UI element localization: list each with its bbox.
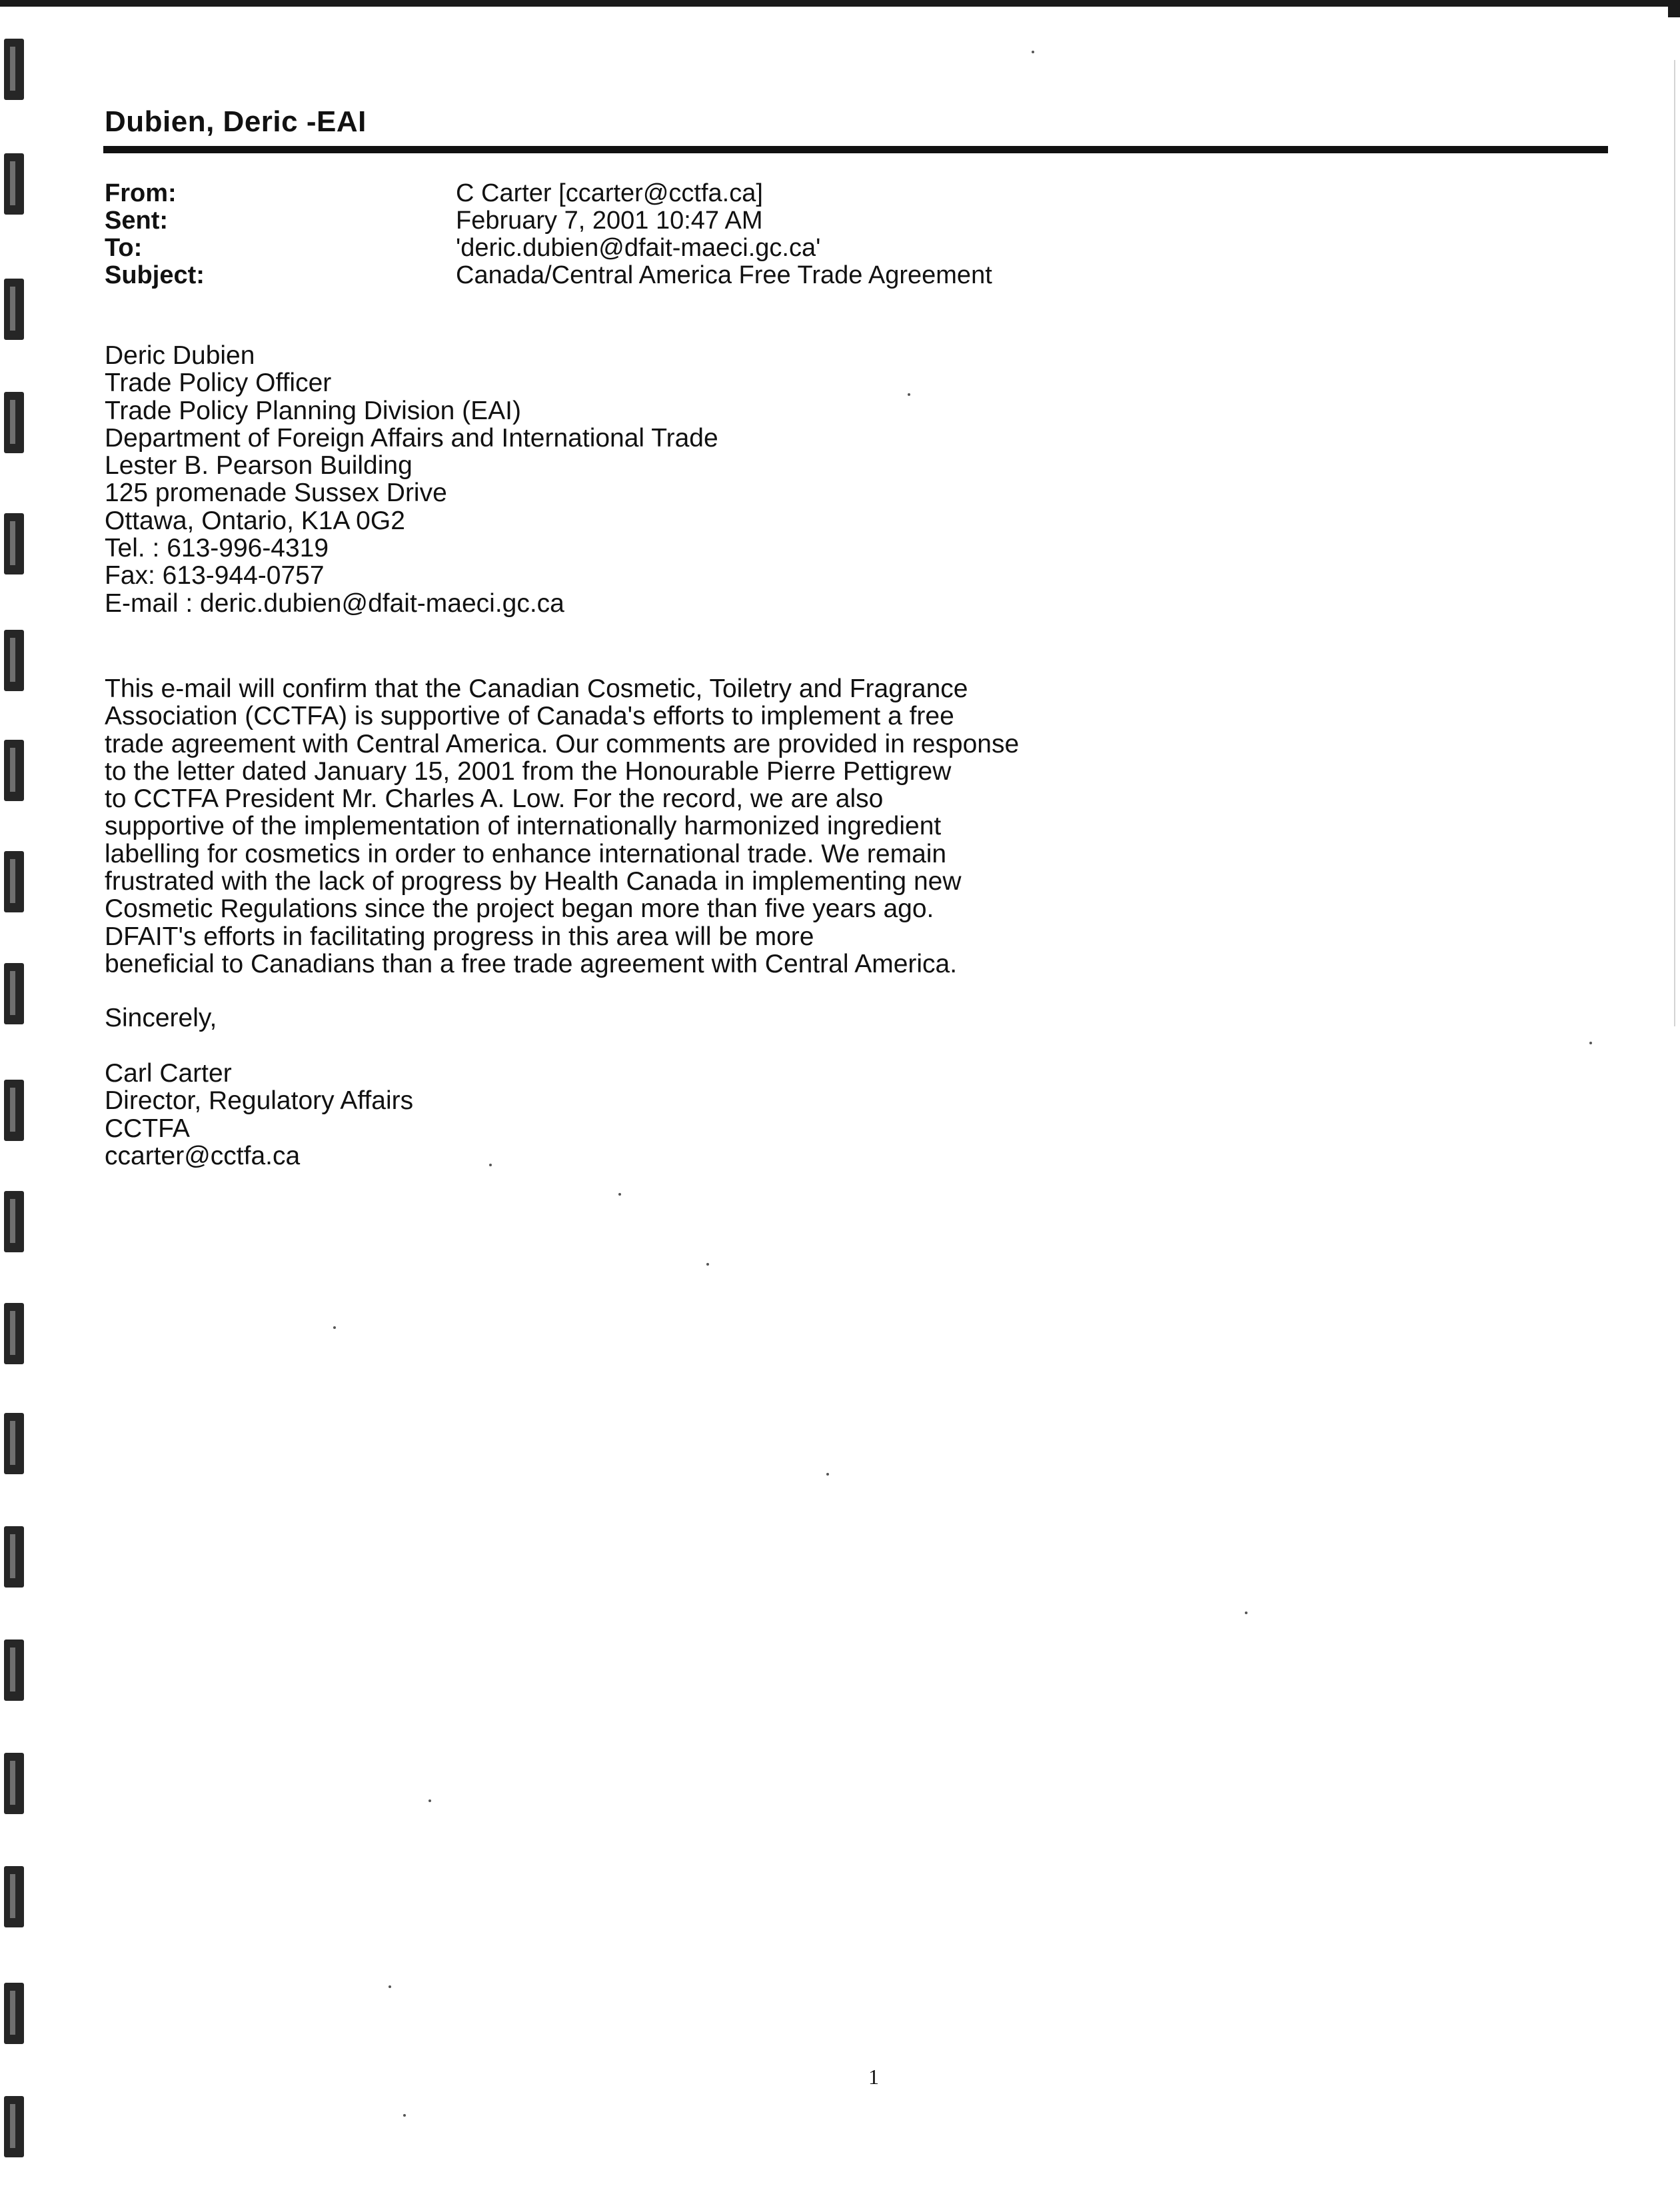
scan-speck <box>706 1263 709 1266</box>
meta-value: C Carter [ccarter@cctfa.ca] <box>456 179 763 207</box>
body-line: This e-mail will confirm that the Canadian Cosmetic, Toiletry and Fragrance <box>105 674 968 703</box>
punch-hole-mark <box>4 740 24 801</box>
body-line: to the letter dated January 15, 2001 from the Honourable Pierre Pettigrew <box>105 756 952 786</box>
address-line: Department of Foreign Affairs and International Trade <box>105 423 718 453</box>
scan-speck <box>1589 1042 1592 1044</box>
signature-line: Carl Carter <box>105 1059 232 1088</box>
punch-hole-mark <box>4 1753 24 1814</box>
scan-speck <box>1245 1612 1248 1614</box>
address-line: Fax: 613-944-0757 <box>105 561 325 590</box>
punch-hole-mark <box>4 513 24 574</box>
meta-value: 'deric.dubien@dfait-maeci.gc.ca' <box>456 234 821 262</box>
meta-label: To: <box>105 234 143 262</box>
signature-block <box>105 1060 413 1170</box>
address-line: 125 promenade Sussex Drive <box>105 479 447 508</box>
binder-punch-strip <box>0 0 33 2202</box>
scan-speck <box>1032 51 1034 53</box>
address-line: Trade Policy Officer <box>105 369 332 398</box>
punch-hole-mark <box>4 1191 24 1252</box>
meta-value: February 7, 2001 10:47 AM <box>456 207 763 235</box>
meta-label: From: <box>105 179 177 207</box>
closing: Sincerely, <box>105 1004 217 1032</box>
punch-hole-mark <box>4 1303 24 1364</box>
body-line: Cosmetic Regulations since the project began more than five years ago. <box>105 894 934 924</box>
body-line: to CCTFA President Mr. Charles A. Low. For the record, we are also <box>105 784 884 814</box>
body-line: Association (CCTFA) is supportive of Canada's efforts to implement a free <box>105 702 954 731</box>
body-line: supportive of the implementation of internationally harmonized ingredient <box>105 812 942 841</box>
punch-hole-mark <box>4 1866 24 1927</box>
scan-speck <box>489 1164 492 1166</box>
punch-hole-mark <box>4 1640 24 1701</box>
address-line: Ottawa, Ontario, K1A 0G2 <box>105 506 405 535</box>
signature-line: ccarter@cctfa.ca <box>105 1141 301 1170</box>
meta-label: Sent: <box>105 207 168 235</box>
address-line: Tel. : 613-996-4319 <box>105 534 329 563</box>
address-line: E-mail : deric.dubien@dfait-maeci.gc.ca <box>105 588 564 618</box>
address-line: Deric Dubien <box>105 341 255 370</box>
message-body <box>105 675 1019 978</box>
punch-hole-mark <box>4 2096 24 2157</box>
punch-hole-mark <box>4 851 24 912</box>
page-top-border <box>0 0 1680 7</box>
signature-line: Director, Regulatory Affairs <box>105 1086 414 1116</box>
body-line: DFAIT's efforts in facilitating progress in this area will be more <box>105 922 814 951</box>
punch-hole-mark <box>4 39 24 100</box>
scan-edge-line <box>1674 60 1675 1026</box>
body-line: frustrated with the lack of progress by Health Canada in implementing new <box>105 867 962 896</box>
scan-speck <box>389 1985 391 1988</box>
meta-value: Canada/Central America Free Trade Agreement <box>456 261 992 289</box>
body-line: labelling for cosmetics in order to enhance international trade. We remain <box>105 839 947 868</box>
punch-hole-mark <box>4 279 24 340</box>
header-rule <box>103 146 1608 153</box>
punch-hole-mark <box>4 392 24 453</box>
meta-label: Subject: <box>105 261 205 289</box>
punch-hole-mark <box>4 1080 24 1141</box>
punch-hole-mark <box>4 963 24 1024</box>
body-line: trade agreement with Central America. Our comments are provided in response <box>105 729 1020 758</box>
scan-corner-mark <box>1668 0 1680 17</box>
signature-line: CCTFA <box>105 1114 190 1143</box>
scan-speck <box>333 1326 336 1329</box>
body-line: beneficial to Canadians than a free trade agreement with Central America. <box>105 949 958 978</box>
punch-hole-mark <box>4 1526 24 1588</box>
punch-hole-mark <box>4 153 24 215</box>
scan-speck <box>826 1473 829 1476</box>
scan-speck <box>618 1193 621 1196</box>
page-number: 1 <box>868 2065 879 2089</box>
scan-speck <box>428 1799 431 1802</box>
recipient-address <box>105 342 718 617</box>
scan-speck <box>403 2114 406 2117</box>
punch-hole-mark <box>4 630 24 691</box>
header-title: Dubien, Deric -EAI <box>105 105 367 138</box>
punch-hole-mark <box>4 1413 24 1474</box>
punch-hole-mark <box>4 1983 24 2044</box>
scan-speck <box>908 393 910 396</box>
address-line: Lester B. Pearson Building <box>105 451 413 481</box>
address-line: Trade Policy Planning Division (EAI) <box>105 396 521 425</box>
